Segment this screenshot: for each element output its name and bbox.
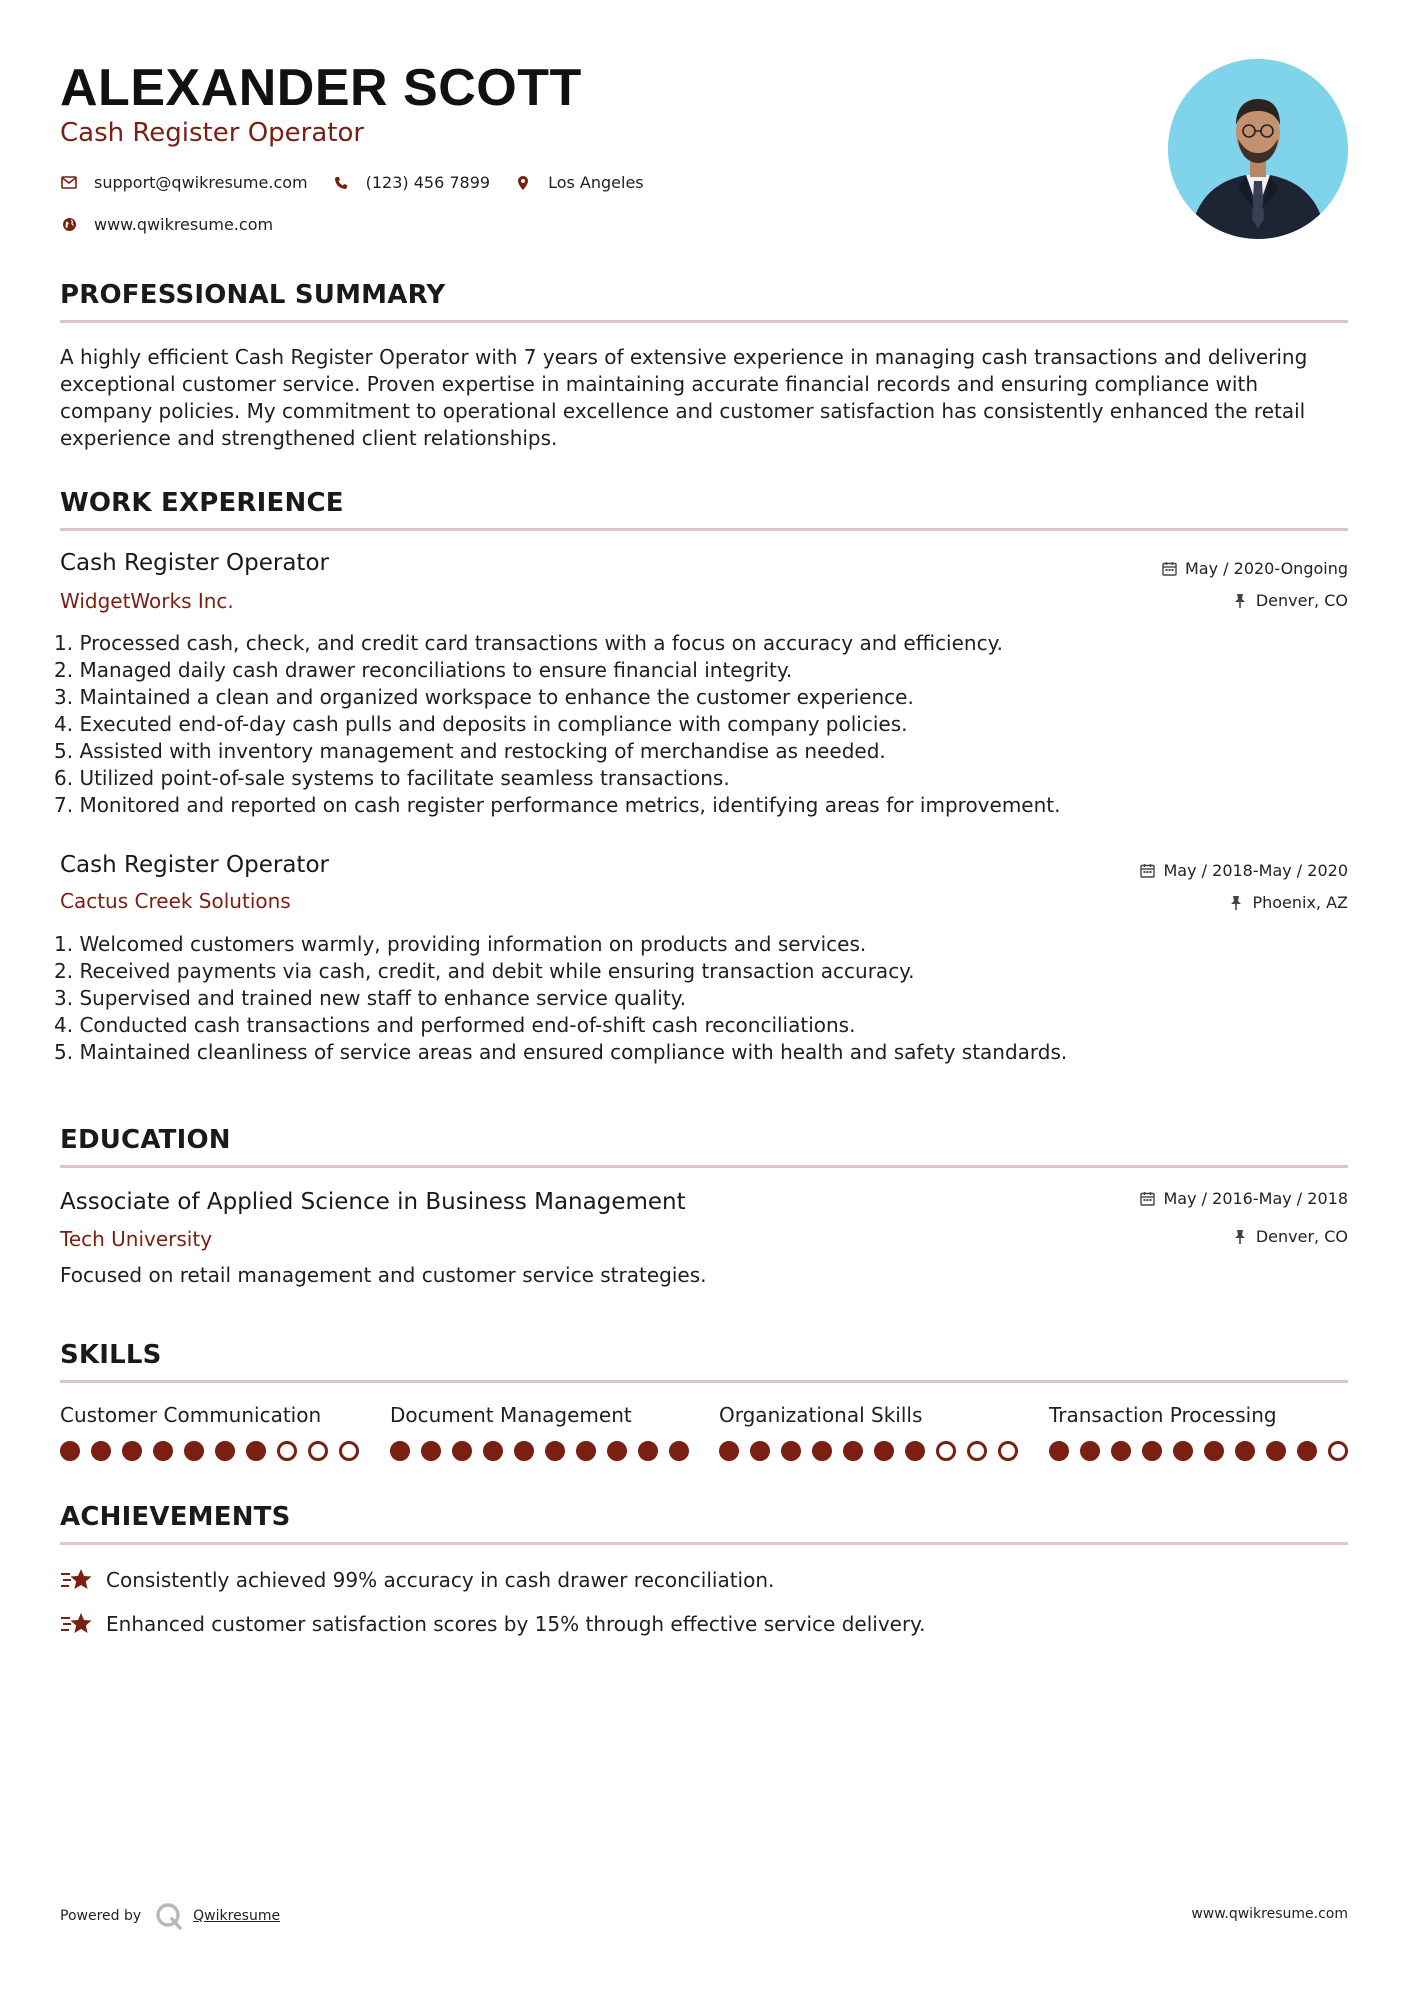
job-dates: [1161, 559, 1348, 578]
skill-dot-filled: [122, 1441, 142, 1461]
skill-name: Organizational Skills: [719, 1403, 923, 1427]
section-divider: [60, 320, 1348, 323]
list-item: 4. Conducted cash transactions and performed end-of-shift cash reconciliations.: [54, 1013, 856, 1037]
job-dates-text: May / 2020-Ongoing: [1185, 559, 1348, 578]
skill-dot-filled: [215, 1441, 235, 1461]
section-divider: [60, 1542, 1348, 1545]
job-title: Cash Register Operator: [60, 550, 329, 576]
skill-rating: [1049, 1441, 1349, 1461]
skill-name: Customer Communication: [60, 1403, 322, 1427]
job-bullets: [54, 630, 1334, 819]
star-icon: [60, 1566, 94, 1594]
section-divider: [60, 1380, 1348, 1383]
calendar-icon: [1161, 561, 1177, 577]
skill-dot-filled: [669, 1441, 689, 1461]
section-title-skills: SKILLS: [60, 1340, 162, 1370]
candidate-title: Cash Register Operator: [60, 118, 365, 148]
list-item: 5. Maintained cleanliness of service areas and ensured compliance with health and safety standards.: [54, 1040, 1068, 1064]
education-school: Tech University: [60, 1227, 213, 1251]
skill-rating: [60, 1441, 360, 1461]
achievement-item: [60, 1566, 774, 1594]
section-achievements: [60, 1502, 1348, 1545]
list-item: 4. Executed end-of-day cash pulls and deposits in compliance with company policies.: [54, 712, 908, 736]
skill-dot-filled: [607, 1441, 627, 1461]
list-item: 2. Received payments via cash, credit, and debit while ensuring transaction accuracy.: [54, 959, 915, 983]
job-title: Cash Register Operator: [60, 852, 329, 878]
skill-dot-filled: [750, 1441, 770, 1461]
skill-dot-filled: [60, 1441, 80, 1461]
skill-item: [60, 1403, 360, 1461]
contact-website[interactable]: www.qwikresume.com: [94, 215, 274, 234]
contact-row-secondary: [60, 215, 297, 234]
skill-dot-filled: [184, 1441, 204, 1461]
skill-dot-filled: [1204, 1441, 1224, 1461]
skill-dot-filled: [246, 1441, 266, 1461]
job-location: [1228, 893, 1348, 912]
skill-dot-filled: [1111, 1441, 1131, 1461]
education-location: [1232, 1227, 1348, 1246]
achievement-item: [60, 1610, 926, 1638]
skill-dot-filled: [545, 1441, 565, 1461]
section-title-education: EDUCATION: [60, 1125, 231, 1155]
skill-dot-filled: [874, 1441, 894, 1461]
list-item: 3. Supervised and trained new staff to enhance service quality.: [54, 986, 687, 1010]
envelope-icon: [60, 174, 78, 192]
education-location-text: Denver, CO: [1255, 1227, 1348, 1246]
skill-dot-filled: [1080, 1441, 1100, 1461]
footer-powered-by: [60, 1902, 280, 1930]
skill-dot-filled: [421, 1441, 441, 1461]
skill-dot-filled: [483, 1441, 503, 1461]
job-company: Cactus Creek Solutions: [60, 889, 291, 913]
skill-item: [719, 1403, 1019, 1461]
section-title-achievements: ACHIEVEMENTS: [60, 1502, 291, 1532]
skill-dot-filled: [781, 1441, 801, 1461]
job-location: [1232, 591, 1348, 610]
job-company: WidgetWorks Inc.: [60, 589, 234, 613]
skill-dot-empty: [936, 1441, 956, 1461]
contact-row-primary: [60, 173, 668, 192]
pushpin-icon: [1232, 593, 1248, 609]
skill-name: Transaction Processing: [1049, 1403, 1277, 1427]
education-dates-text: May / 2016-May / 2018: [1163, 1189, 1348, 1208]
skill-dot-filled: [153, 1441, 173, 1461]
list-item: 1. Welcomed customers warmly, providing information on products and services.: [54, 932, 867, 956]
summary-text: A highly efficient Cash Register Operator with 7 years of extensive experience in managing cash transactions and delivering exceptional customer service. Proven expertise in maintaining accurate financial records and ensuring compliance with company policies. My commitment to operational excellence and customer satisfaction has consistently enhanced the retail experience and strengthened client relationships.: [60, 345, 1308, 450]
list-item: 7. Monitored and reported on cash register performance metrics, identifying areas for improvement.: [54, 793, 1061, 817]
job-dates-text: May / 2018-May / 2020: [1163, 861, 1348, 880]
skill-dot-filled: [1235, 1441, 1255, 1461]
section-experience: [60, 488, 1348, 531]
powered-by-label: Powered by: [60, 1908, 142, 1924]
achievement-text: Consistently achieved 99% accuracy in cash drawer reconciliation.: [106, 1568, 775, 1592]
skill-dot-filled: [1266, 1441, 1286, 1461]
section-title-summary: PROFESSIONAL SUMMARY: [60, 280, 446, 310]
skill-dot-filled: [1173, 1441, 1193, 1461]
contact-email[interactable]: support@qwikresume.com: [94, 173, 308, 192]
skill-dot-filled: [1049, 1441, 1069, 1461]
pushpin-icon: [1232, 1229, 1248, 1245]
skill-dot-filled: [452, 1441, 472, 1461]
list-item: 2. Managed daily cash drawer reconciliations to ensure financial integrity.: [54, 658, 793, 682]
skill-dot-filled: [390, 1441, 410, 1461]
job-location-text: Denver, CO: [1255, 591, 1348, 610]
qwikresume-brand-link[interactable]: Qwikresume: [193, 1908, 281, 1924]
skill-dot-filled: [576, 1441, 596, 1461]
section-divider: [60, 528, 1348, 531]
qwikresume-logo-icon: [155, 1902, 183, 1930]
contact-phone[interactable]: (123) 456 7899: [365, 173, 491, 192]
skill-dot-empty: [967, 1441, 987, 1461]
skill-dot-empty: [277, 1441, 297, 1461]
skill-dot-empty: [1328, 1441, 1348, 1461]
skill-dot-filled: [638, 1441, 658, 1461]
calendar-icon: [1140, 863, 1156, 879]
skill-dot-filled: [514, 1441, 534, 1461]
skill-dot-empty: [998, 1441, 1018, 1461]
section-skills: [60, 1340, 1348, 1383]
education-dates: [1140, 1189, 1349, 1208]
contact-location: Los Angeles: [548, 173, 644, 192]
skill-dot-filled: [843, 1441, 863, 1461]
education-description: Focused on retail management and customer service strategies.: [60, 1263, 707, 1287]
skill-dot-filled: [1142, 1441, 1162, 1461]
skill-dot-filled: [905, 1441, 925, 1461]
skill-dot-filled: [812, 1441, 832, 1461]
skill-item: [1049, 1403, 1349, 1461]
skill-dot-empty: [308, 1441, 328, 1461]
job-bullets: [54, 931, 1334, 1066]
job-dates: [1140, 861, 1349, 880]
skill-dot-filled: [91, 1441, 111, 1461]
skill-dot-empty: [339, 1441, 359, 1461]
education-degree: Associate of Applied Science in Business Management: [60, 1189, 686, 1215]
skill-dot-filled: [719, 1441, 739, 1461]
phone-icon: [332, 174, 350, 192]
list-item: 1. Processed cash, check, and credit card transactions with a focus on accuracy and efficiency.: [54, 631, 1003, 655]
list-item: 6. Utilized point-of-sale systems to facilitate seamless transactions.: [54, 766, 730, 790]
star-icon: [60, 1610, 94, 1638]
skill-rating: [390, 1441, 690, 1461]
list-item: 3. Maintained a clean and organized workspace to enhance the customer experience.: [54, 685, 914, 709]
skill-rating: [719, 1441, 1019, 1461]
profile-photo: [1168, 59, 1348, 239]
list-item: 5. Assisted with inventory management and restocking of merchandise as needed.: [54, 739, 886, 763]
section-title-experience: WORK EXPERIENCE: [60, 488, 344, 518]
section-summary: [60, 280, 1348, 323]
footer-website[interactable]: www.qwikresume.com: [1191, 1906, 1348, 1922]
calendar-icon: [1140, 1191, 1156, 1207]
section-divider: [60, 1165, 1348, 1168]
achievement-text: Enhanced customer satisfaction scores by 15% through effective service delivery.: [106, 1612, 926, 1636]
globe-icon: [60, 216, 78, 234]
skill-name: Document Management: [390, 1403, 632, 1427]
job-location-text: Phoenix, AZ: [1252, 893, 1348, 912]
skill-item: [390, 1403, 690, 1461]
profile-portrait-image: [1168, 59, 1348, 239]
map-pin-icon: [514, 174, 532, 192]
skill-dot-filled: [1297, 1441, 1317, 1461]
candidate-name: ALEXANDER SCOTT: [60, 59, 582, 117]
pushpin-icon: [1228, 895, 1244, 911]
section-education: [60, 1125, 1348, 1168]
